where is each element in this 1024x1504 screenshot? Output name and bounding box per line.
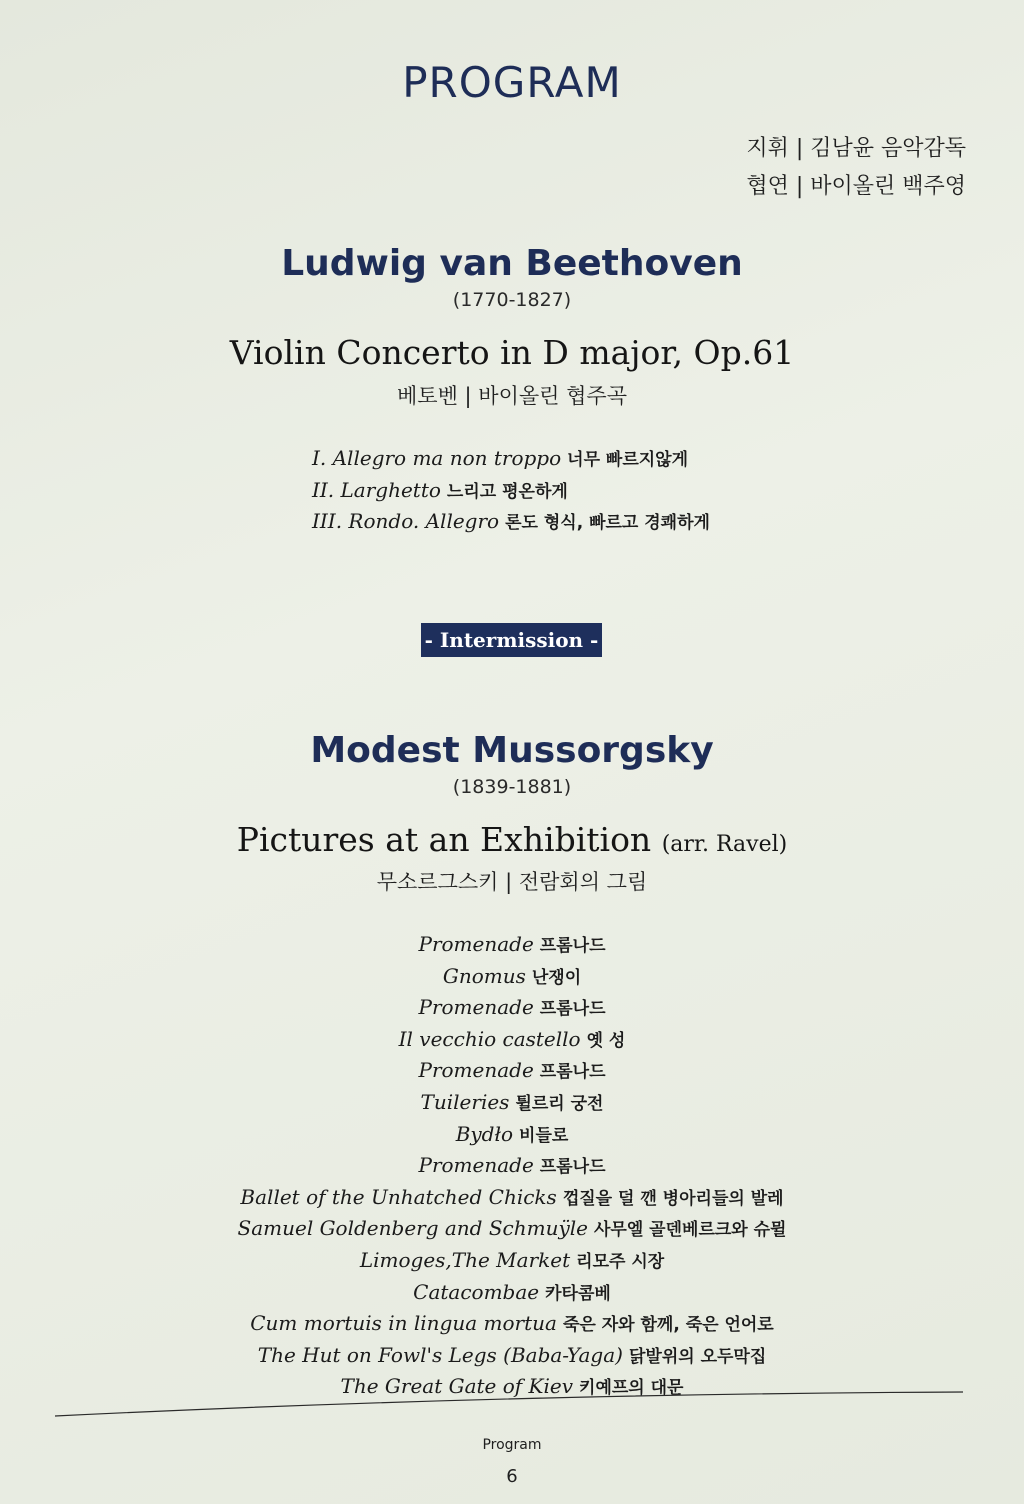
- piece-item: [0, 1025, 1024, 1057]
- footer-section-label: Program: [482, 1437, 542, 1453]
- piece-title: Cum mortuis in lingua mortua: [250, 1311, 557, 1336]
- piece-title-ko: 리모주 시장: [576, 1251, 665, 1272]
- piece-title: The Great Gate of Kiev: [340, 1374, 574, 1399]
- piece-title: Il vecchio castello: [398, 1026, 581, 1051]
- arrangement-note: (arr. Ravel): [661, 832, 788, 857]
- piece-item: [0, 962, 1024, 994]
- composer-name-mussorgsky: Modest Mussorgsky: [310, 730, 714, 771]
- movement-item: [312, 476, 710, 508]
- piece-title-ko: 옛 성: [586, 1030, 626, 1051]
- piece-title: Bydło: [455, 1121, 514, 1146]
- piece-item: [0, 1088, 1024, 1120]
- piece-item: [0, 930, 1024, 962]
- piece-title: Catacombae: [413, 1279, 540, 1304]
- piece-item: [0, 1278, 1024, 1310]
- footer-divider: [55, 1390, 963, 1422]
- movement-title-ko: 론도 형식, 빠르고 경쾌하게: [505, 513, 710, 533]
- piece-title: Promenade: [418, 1058, 534, 1083]
- intermission-badge: - Intermission -: [421, 623, 602, 657]
- piece-item: [0, 1246, 1024, 1278]
- movement-title-ko: 느리고 평온하게: [446, 481, 568, 502]
- piece-title: Promenade: [418, 995, 534, 1020]
- composer-years-beethoven: (1770-1827): [452, 289, 572, 311]
- piece-title-ko: 프롬나드: [539, 936, 606, 956]
- piece-title: Tuileries: [420, 1089, 510, 1114]
- movement-title-ko: 너무 빠르지않게: [567, 450, 689, 470]
- piece-title: The Hut on Fowl's Legs (Baba-Yaga): [257, 1342, 623, 1367]
- piece-item: [0, 1309, 1024, 1341]
- piece-item: [0, 1120, 1024, 1152]
- work-title-ko-mussorgsky: 무소르그스키 | 전람회의 그림: [376, 870, 648, 894]
- piece-title-ko: 튈르리 궁전: [515, 1093, 604, 1114]
- piece-title-ko: 난쟁이: [531, 967, 582, 988]
- piece-title: Gnomus: [442, 963, 526, 988]
- work-title-mussorgsky: [0, 820, 1024, 859]
- composer-name-beethoven: Ludwig van Beethoven: [281, 243, 743, 284]
- piece-item: [0, 1341, 1024, 1373]
- piece-title-ko: 껍질을 덜 깬 병아리들의 발레: [562, 1188, 784, 1209]
- piece-title-ko: 프롬나드: [539, 1062, 606, 1083]
- page-title: PROGRAM: [402, 58, 622, 107]
- work-title-text: Pictures at an Exhibition: [236, 820, 652, 859]
- movement-list: [312, 444, 710, 539]
- movement-item: [312, 507, 710, 539]
- piece-title-ko: 프롬나드: [539, 999, 606, 1020]
- piece-title-ko: 닭발위의 오두막집: [628, 1346, 767, 1367]
- movement-item: [312, 444, 710, 476]
- piece-title-ko: 키예프의 대문: [579, 1378, 684, 1399]
- movement-title: II. Larghetto: [312, 477, 441, 502]
- credits-block: [746, 130, 966, 206]
- piece-title: Samuel Goldenberg and Schmuÿle: [237, 1216, 588, 1241]
- piece-item: [0, 993, 1024, 1025]
- piece-item: [0, 1183, 1024, 1215]
- soloist-credit: 협연 | 바이올린 백주영: [746, 174, 966, 199]
- work-title-beethoven: Violin Concerto in D major, Op.61: [229, 333, 795, 372]
- pictures-list: [0, 930, 1024, 1404]
- work-title-ko-beethoven: 베토벤 | 바이올린 협주곡: [397, 384, 627, 408]
- piece-title-ko: 카타콤베: [545, 1283, 611, 1304]
- piece-title: Limoges,The Market: [359, 1247, 571, 1272]
- piece-title: Promenade: [418, 932, 534, 956]
- piece-item: [0, 1214, 1024, 1246]
- piece-item: [0, 1151, 1024, 1183]
- movement-title: III. Rondo. Allegro: [312, 509, 500, 533]
- piece-item: [0, 1056, 1024, 1088]
- composer-years-mussorgsky: (1839-1881): [452, 776, 572, 798]
- piece-title: Promenade: [418, 1153, 534, 1178]
- piece-title-ko: 비들로: [519, 1125, 569, 1146]
- page-number: 6: [506, 1466, 518, 1487]
- conductor-credit: 지휘 | 김남윤 음악감독: [746, 136, 966, 161]
- piece-title: Ballet of the Unhatched Chicks: [240, 1184, 557, 1209]
- piece-title-ko: 프롬나드: [539, 1157, 606, 1178]
- piece-title-ko: 죽은 자와 함께, 죽은 언어로: [562, 1315, 774, 1336]
- piece-title-ko: 사무엘 골덴베르크와 슈뮐: [594, 1220, 787, 1241]
- movement-title: I. Allegro ma non troppo: [312, 446, 562, 470]
